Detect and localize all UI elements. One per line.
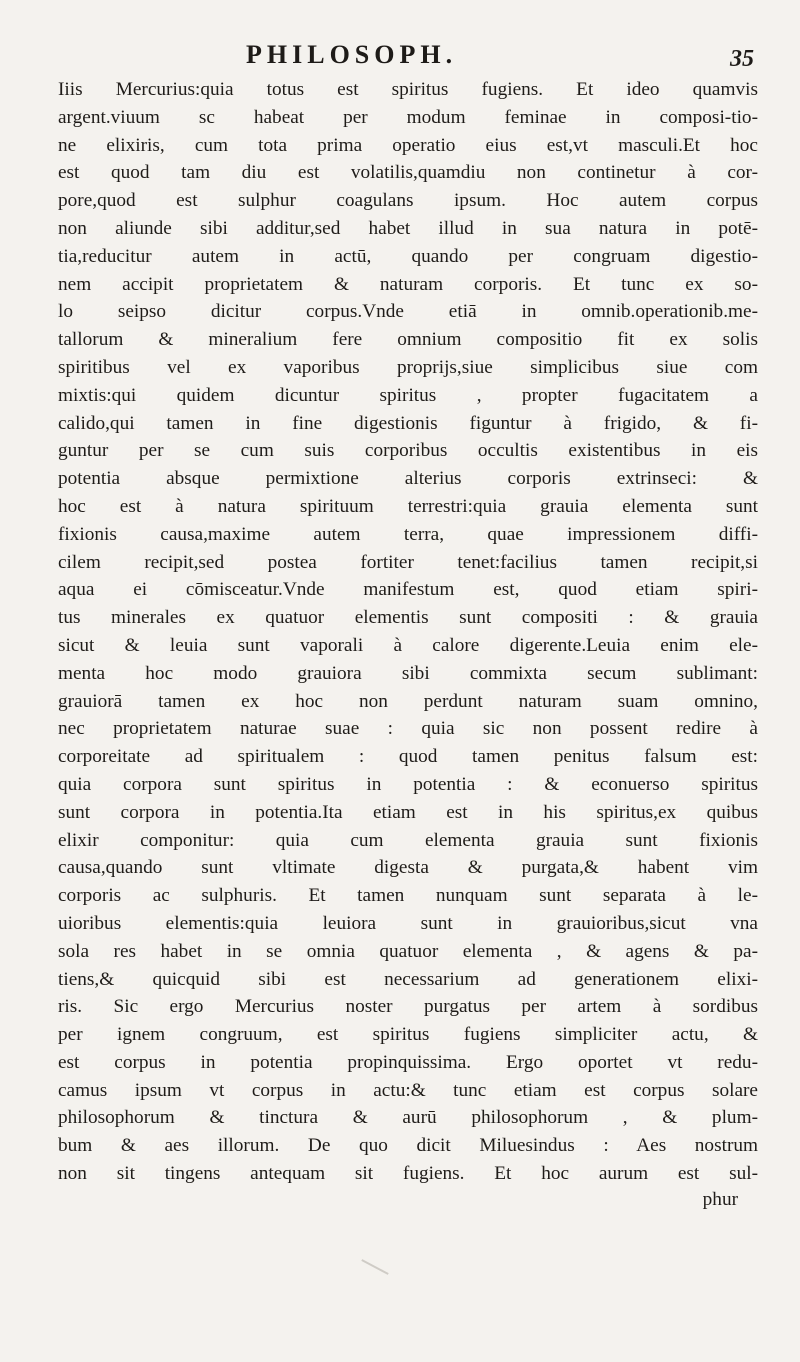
text-line: nem accipit proprietatem & naturam corporis. Et tunc ex so- [58, 273, 758, 295]
text-line: quia corpora sunt spiritus in potentia : & econuerso spiritus [58, 773, 758, 795]
text-line: tia,reducitur autem in actū, quando per congruam digestio- [58, 245, 758, 267]
text-line: tiens,& quicquid sibi est necessarium ad generationem elixi- [58, 968, 758, 990]
text-line: non sit tingens antequam sit fugiens. Et hoc aurum est sul- [58, 1163, 758, 1185]
running-head: PHILOSOPH. [246, 40, 458, 69]
text-line: camus ipsum vt corpus in actu:& tunc etiam est corpus solare [58, 1079, 758, 1101]
text-line: Iiis Mercurius:quia totus est spiritus fugiens. Et ideo quamvis [58, 79, 758, 100]
text-line: uioribus elementis:quia leuiora sunt in grauioribus,sicut vna [58, 912, 758, 934]
text-line: grauiorā tamen ex hoc non perdunt naturam suam omnino, [58, 690, 758, 712]
paper-mark [361, 1259, 388, 1275]
text-line: argent.viuum sc habeat per modum feminae in composi-tio- [58, 106, 758, 128]
text-line: corporeitate ad spiritualem : quod tamen penitus falsum est: [58, 746, 758, 768]
text-line: cilem recipit,sed postea fortiter tenet:facilius tamen recipit,si [58, 551, 758, 573]
page-number: 35 [730, 46, 754, 72]
text-line: sunt corpora in potentia.Ita etiam est in his spiritus,ex quibus [58, 801, 758, 823]
text-line: calido,qui tamen in fine digestionis figuntur à frigido, & fi- [58, 412, 758, 434]
text-line: aqua ei cōmisceatur.Vnde manifestum est, quod etiam spiri- [58, 579, 758, 601]
text-line: pore,quod est sulphur coagulans ipsum. Hoc autem corpus [58, 190, 758, 212]
text-line: ne elixiris, cum tota prima operatio eius est,vt masculi.Et hoc [58, 134, 758, 156]
text-line: spiritibus vel ex vaporibus proprijs,siue simplicibus siue com [58, 356, 758, 378]
text-line: lo seipso dicitur corpus.Vnde etiā in omnib.operationib.me- [58, 301, 758, 323]
text-line: philosophorum & tinctura & aurū philosophorum , & plum- [58, 1107, 758, 1129]
text-line: sola res habet in se omnia quatuor elementa , & agens & pa- [58, 940, 758, 962]
text-line: per ignem congruum, est spiritus fugiens simpliciter actu, & [58, 1024, 758, 1046]
text-line: potentia absque permixtione alterius corporis extrinseci: & [58, 468, 758, 490]
text-line: tallorum & mineralium fere omnium compositio fit ex solis [58, 329, 758, 351]
text-line: bum & aes illorum. De quo dicit Miluesindus : Aes nostrum [58, 1135, 758, 1157]
catchword-text: phur [702, 1188, 738, 1210]
text-line: elixir componitur: quia cum elementa grauia sunt fixionis [58, 829, 758, 851]
text-line: non aliunde sibi additur,sed habet illud in sua natura in potē- [58, 217, 758, 239]
text-line: guntur per se cum suis corporibus occultis existentibus in eis [58, 440, 758, 462]
text-line: mixtis:qui quidem dicuntur spiritus , propter fugacitatem a [58, 384, 758, 406]
text-line: ris. Sic ergo Mercurius noster purgatus per artem à sordibus [58, 996, 758, 1018]
text-line: menta hoc modo grauiora sibi commixta secum sublimant: [58, 662, 758, 684]
text-line: corporis ac sulphuris. Et tamen nunquam sunt separata à le- [58, 885, 758, 907]
body-text [58, 76, 758, 1188]
text-line: fixionis causa,maxime autem terra, quae impressionem diffi- [58, 523, 758, 545]
text-line: causa,quando sunt vltimate digesta & purgata,& habent vim [58, 857, 758, 879]
text-line: hoc est à natura spirituum terrestri:quia grauia elementa sunt [58, 495, 758, 517]
catchword [58, 1188, 758, 1212]
page-header [58, 32, 760, 76]
text-line: tus minerales ex quatuor elementis sunt compositi : & grauia [58, 607, 758, 629]
text-line: est corpus in potentia propinquissima. Ergo oportet vt redu- [58, 1051, 758, 1073]
text-line: nec proprietatem naturae suae : quia sic non possent redire à [58, 718, 758, 740]
text-line: est quod tam diu est volatilis,quamdiu non continetur à cor- [58, 162, 758, 184]
text-line: sicut & leuia sunt vaporali à calore digerente.Leuia enim ele- [58, 634, 758, 656]
